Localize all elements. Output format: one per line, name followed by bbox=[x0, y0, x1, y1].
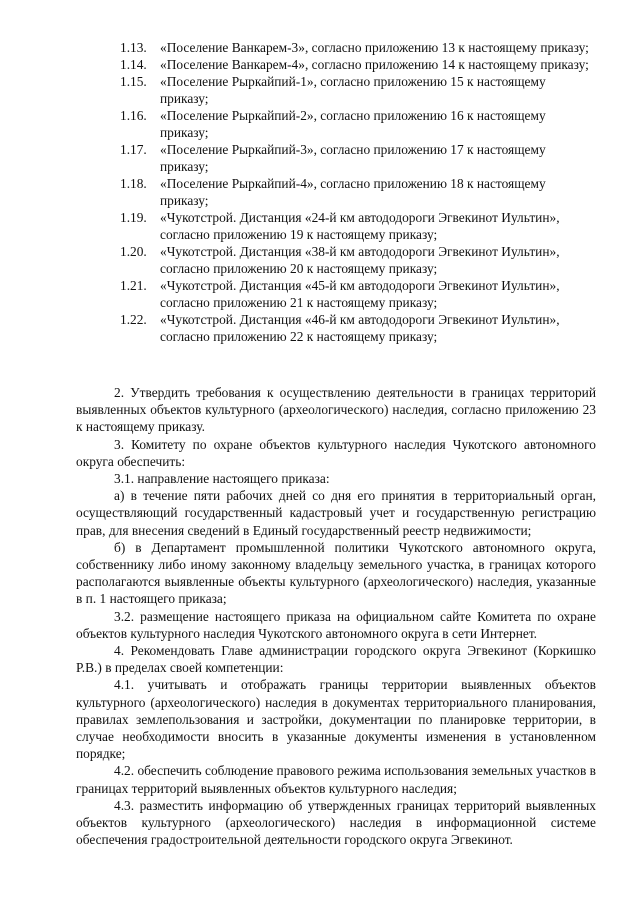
list-item bbox=[120, 243, 590, 277]
list-item-text: «Поселение Рыркайпий-3», согласно приложению 17 к настоящему приказу; bbox=[160, 142, 546, 174]
paragraph-item-4-1: 4.1. учитывать и отображать границы территории выявленных объектов культурного (археологического) наследия в документах территориального планирования, правилах землепользования и застройки, документации по планировке территории, в случае необходимости вносить в указанные документы изменения в установленном порядке; bbox=[76, 677, 596, 762]
paragraph-item-3-1-b: б) в Департамент промышленной политики Чукотского автономного округа, собственнику либо иному законному владельцу земельного участка, в границах которого располагаются выявленные объекты культурного (археологического) наследия, указанные в п. 1 настоящего приказа; bbox=[76, 539, 596, 607]
list-item-text: «Поселение Рыркайпий-2», согласно приложению 16 к настоящему приказу; bbox=[160, 108, 546, 140]
paragraph-item-3: 3. Комитету по охране объектов культурного наследия Чукотского автономного округа обеспечить: bbox=[76, 436, 596, 469]
list-item-text: «Поселение Рыркайпий-4», согласно приложению 18 к настоящему приказу; bbox=[160, 176, 546, 208]
list-item-number: 1.20. bbox=[120, 244, 147, 259]
list-item-text: «Чукотстрой. Дистанция «45-й км автододороги Эгвекинот Иультин», согласно приложению 21 к настоящему приказу; bbox=[160, 278, 560, 310]
paragraph-item-3-1-a: а) в течение пяти рабочих дней со дня его принятия в территориальный орган, осуществляющий государственный кадастровый учет и государственную регистрацию прав, для внесения сведений в Единый государственный реестр недвижимости; bbox=[76, 488, 596, 538]
list-item-number: 1.14. bbox=[120, 57, 147, 72]
paragraph-item-4-3: 4.3. разместить информацию об утвержденных границах территорий выявленных объектов культурного (археологического) наследия в информационной системе обеспечения градостроительной деятельности городского округа Эгвекинот. bbox=[76, 797, 596, 848]
list-item-number: 1.18. bbox=[120, 176, 147, 191]
document-body bbox=[76, 384, 596, 848]
list-item-text: «Поселение Ванкарем-3», согласно приложению 13 к настоящему приказу; bbox=[160, 40, 589, 55]
list-item-text: «Чукотстрой. Дистанция «38-й км автододороги Эгвекинот Иультин», согласно приложению 20 к настоящему приказу; bbox=[160, 244, 560, 276]
list-item-number: 1.16. bbox=[120, 108, 147, 123]
list-item-number: 1.21. bbox=[120, 278, 147, 293]
list-item bbox=[120, 277, 590, 311]
list-item bbox=[120, 141, 590, 175]
list-item bbox=[120, 311, 590, 345]
list-item-text: «Поселение Ванкарем-4», согласно приложению 14 к настоящему приказу; bbox=[160, 57, 589, 72]
list-item-text: «Поселение Рыркайпий-1», согласно приложению 15 к настоящему приказу; bbox=[160, 74, 546, 106]
paragraph-item-3-1: 3.1. направление настоящего приказа: bbox=[114, 471, 330, 487]
list-item bbox=[120, 209, 590, 243]
list-item bbox=[120, 56, 590, 73]
paragraph-item-2: 2. Утвердить требования к осуществлению деятельности в границах территорий выявленных объектов культурного (археологического) наследия, согласно приложению 23 к настоящему приказу. bbox=[76, 385, 596, 435]
list-item bbox=[120, 73, 590, 107]
list-item bbox=[120, 175, 590, 209]
list-item-number: 1.15. bbox=[120, 74, 147, 89]
list-item bbox=[120, 107, 590, 141]
list-item-number: 1.17. bbox=[120, 142, 147, 157]
paragraph-item-3-2: 3.2. размещение настоящего приказа на официальном сайте Комитета по охране объектов культурного наследия Чукотского автономного округа в сети Интернет. bbox=[76, 608, 596, 641]
list-item-number: 1.19. bbox=[120, 210, 147, 225]
list-item-text: «Чукотстрой. Дистанция «46-й км автододороги Эгвекинот Иультин», согласно приложению 22 к настоящему приказу; bbox=[160, 312, 560, 344]
paragraph-item-4-2: 4.2. обеспечить соблюдение правового режима использования земельных участков в границах территорий выявленных объектов культурного наследия; bbox=[76, 763, 596, 796]
list-item bbox=[120, 39, 590, 56]
numbered-list bbox=[120, 39, 590, 345]
paragraph-item-4: 4. Рекомендовать Главе администрации городского округа Эгвекинот (Коркишко Р.В.) в пределах своей компетенции: bbox=[76, 643, 596, 676]
list-item-number: 1.13. bbox=[120, 40, 147, 55]
list-item-text: «Чукотстрой. Дистанция «24-й км автододороги Эгвекинот Иультин», согласно приложению 19 к настоящему приказу; bbox=[160, 210, 560, 242]
list-item-number: 1.22. bbox=[120, 312, 147, 327]
